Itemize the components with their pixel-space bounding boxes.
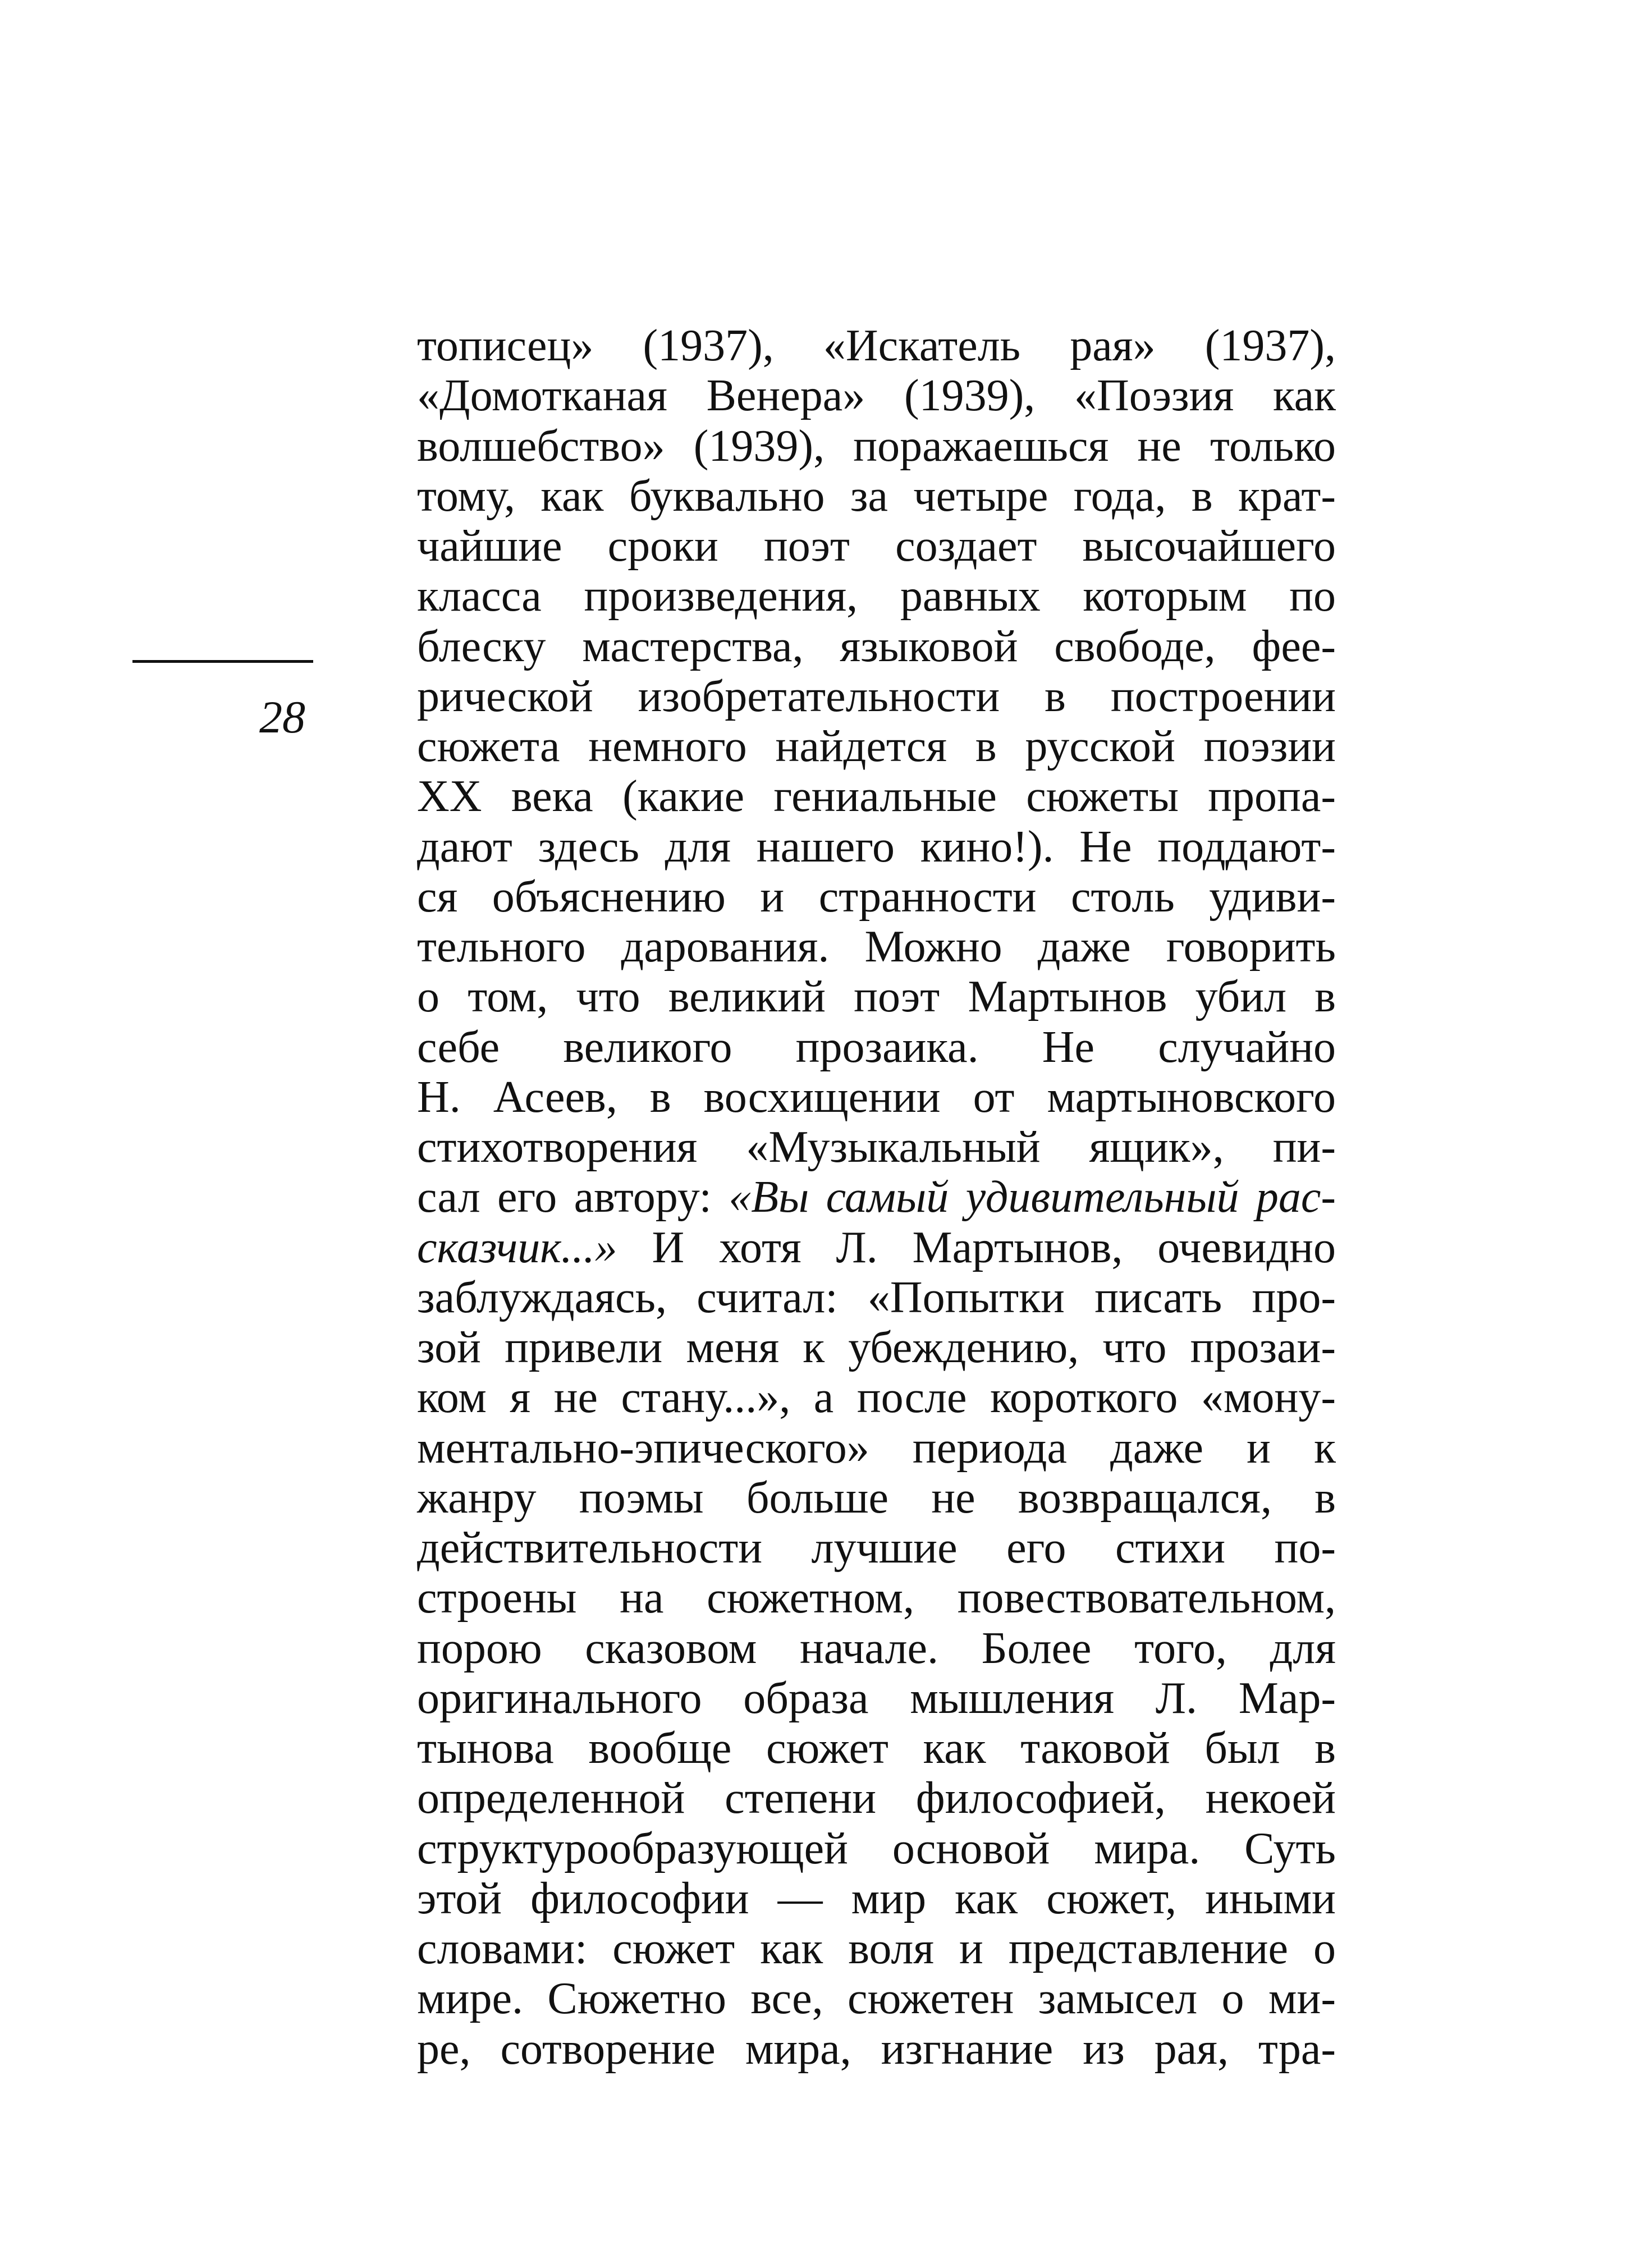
- text-segment: сюжета немного найдется в русской поэзии: [417, 722, 1336, 771]
- text-line: [417, 1523, 1336, 1573]
- italic-quote: сказчик...»: [417, 1222, 617, 1272]
- text-line: [417, 1874, 1336, 1924]
- text-line: [417, 1824, 1336, 1874]
- text-segment: И хотя Л. Мартынов, очевидно: [617, 1222, 1336, 1272]
- text-line: [417, 1023, 1336, 1073]
- text-line: [417, 571, 1336, 621]
- text-segment: структурообразующей основой мира. Суть: [417, 1823, 1336, 1873]
- text-line: [417, 1223, 1336, 1273]
- text-line: [417, 1122, 1336, 1172]
- text-segment: тописец» (1937), «Искатель рая» (1937),: [417, 321, 1336, 370]
- text-segment: о том, что великий поэт Мартынов убил в: [417, 972, 1336, 1022]
- text-segment: жанру поэмы больше не возвращался, в: [417, 1473, 1336, 1523]
- text-line: [417, 972, 1336, 1022]
- text-line: [417, 922, 1336, 972]
- page-number: 28: [259, 691, 305, 743]
- text-segment: блеску мастерства, языковой свободе, фее-: [417, 621, 1336, 671]
- text-segment: тынова вообще сюжет как таковой был в: [417, 1724, 1336, 1773]
- text-segment: порою сказовом начале. Более того, для: [417, 1623, 1336, 1673]
- text-line: [417, 622, 1336, 672]
- text-line: [417, 872, 1336, 922]
- text-segment: этой философии — мир как сюжет, иными: [417, 1873, 1336, 1923]
- italic-quote: «Вы самый удивительный рас-: [729, 1172, 1336, 1222]
- text-line: [417, 1172, 1336, 1222]
- text-line: [417, 722, 1336, 772]
- text-segment: оригинального образа мышления Л. Мар-: [417, 1673, 1336, 1723]
- text-segment: стихотворения «Музыкальный ящик», пи-: [417, 1122, 1336, 1172]
- text-segment: заблуждаясь, считал: «Попытки писать про-: [417, 1272, 1336, 1322]
- text-line: [417, 772, 1336, 822]
- text-line: [417, 1974, 1336, 2024]
- text-line: [417, 1924, 1336, 1974]
- text-line: [417, 1073, 1336, 1122]
- text-segment: XX века (какие гениальные сюжеты пропа-: [417, 772, 1336, 822]
- text-segment: строены на сюжетном, повествовательном,: [417, 1573, 1336, 1623]
- text-line: [417, 1674, 1336, 1724]
- text-segment: «Домотканая Венера» (1939), «Поэзия как: [417, 371, 1336, 421]
- text-line: [417, 1273, 1336, 1323]
- text-segment: волшебство» (1939), поражаешься не только: [417, 421, 1336, 471]
- text-segment: Н. Асеев, в восхищении от мартыновского: [417, 1072, 1336, 1122]
- text-segment: определенной степени философией, некоей: [417, 1774, 1336, 1823]
- body-text: [417, 321, 1336, 2074]
- text-segment: зой привели меня к убеждению, что прозаи-: [417, 1323, 1336, 1372]
- text-line: [417, 1323, 1336, 1373]
- text-segment: сал его автору:: [417, 1172, 729, 1222]
- text-line: [417, 1774, 1336, 1823]
- text-segment: тому, как буквально за четыре года, в крат-: [417, 471, 1336, 521]
- text-segment: тельного дарования. Можно даже говорить: [417, 922, 1336, 972]
- text-segment: ком я не стану...», а после короткого «мону-: [417, 1373, 1336, 1423]
- text-line: [417, 521, 1336, 571]
- text-segment: действительности лучшие его стихи по-: [417, 1523, 1336, 1573]
- text-line: [417, 1624, 1336, 1674]
- text-line: [417, 1473, 1336, 1523]
- text-line: [417, 1373, 1336, 1423]
- text-line: [417, 1423, 1336, 1473]
- text-line: [417, 371, 1336, 421]
- text-segment: чайшие сроки поэт создает высочайшего: [417, 521, 1336, 571]
- text-line: [417, 1724, 1336, 1774]
- text-segment: словами: сюжет как воля и представление о: [417, 1924, 1336, 1973]
- text-segment: рической изобретательности в построении: [417, 671, 1336, 721]
- text-line: [417, 2024, 1336, 2074]
- text-line: [417, 421, 1336, 471]
- text-segment: ся объяснению и странности столь удиви-: [417, 872, 1336, 922]
- text-line: [417, 822, 1336, 872]
- text-line: [417, 672, 1336, 722]
- text-line: [417, 321, 1336, 371]
- text-line: [417, 471, 1336, 521]
- text-segment: мире. Сюжетно все, сюжетен замысел о ми-: [417, 1974, 1336, 2024]
- text-segment: ре, сотворение мира, изгнание из рая, тра-: [417, 2024, 1336, 2074]
- text-segment: дают здесь для нашего кино!). Не поддают-: [417, 822, 1336, 872]
- text-segment: класса произведения, равных которым по: [417, 571, 1336, 621]
- text-segment: себе великого прозаика. Не случайно: [417, 1022, 1336, 1072]
- text-line: [417, 1573, 1336, 1623]
- margin-rule: [132, 660, 313, 663]
- text-segment: ментально-эпического» периода даже и к: [417, 1423, 1336, 1473]
